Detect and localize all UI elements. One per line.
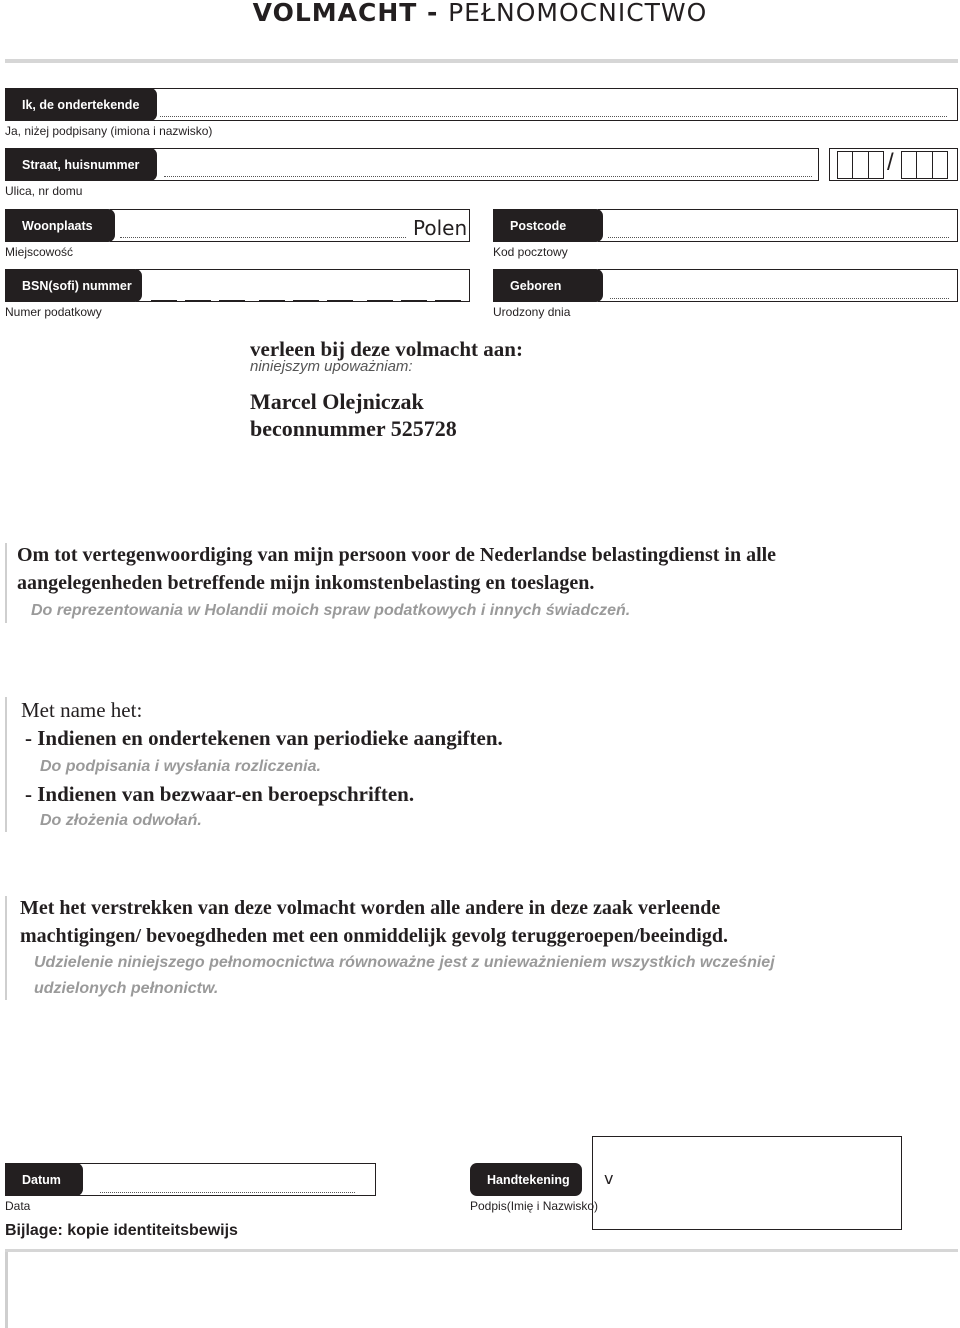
grant-heading-pl: niniejszym upoważniam: [250, 358, 413, 375]
bsn-label: BSN(sofi) nummer [5, 269, 142, 302]
bsn-sublabel: Numer podatkowy [5, 305, 102, 319]
postcode-field[interactable] [598, 209, 958, 242]
revoke-line-1: Met het verstrekken van deze volmacht worden alle andere in deze zaak verleende [20, 897, 721, 919]
attachment-note: Bijlage: kopie identiteitsbewijs [5, 1222, 238, 1239]
scope-bar [5, 697, 7, 832]
house-number-field[interactable] [829, 148, 958, 181]
postcode-label: Postcode [493, 209, 603, 242]
bottom-divider [5, 1249, 958, 1252]
city-label: Woonplaats [5, 209, 115, 242]
postcode-sublabel: Kod pocztowy [493, 245, 568, 259]
signature-mark: v [604, 1169, 614, 1188]
scope-item-2: - Indienen van bezwaar-en beroepschriften. [25, 782, 415, 806]
scope-heading: Met name het: [21, 698, 143, 722]
purpose-line-2: aangelegenheden betreffende mijn inkomstenbelasting en toeslagen. [17, 572, 595, 594]
grant-heading: verleen bij deze volmacht aan: [250, 337, 523, 361]
born-field[interactable] [598, 269, 958, 302]
page-title [0, 0, 960, 27]
revoke-bar [5, 896, 7, 1000]
revoke-line-2: machtigingen/ bevoegdheden met een onmiddelijk gevolg teruggeroepen/beeindigd. [20, 925, 728, 947]
house-number-boxes[interactable] [837, 151, 884, 179]
date-field[interactable] [76, 1163, 376, 1196]
signature-box[interactable] [592, 1136, 902, 1230]
bottom-bar [5, 1252, 8, 1328]
purpose-bar [5, 543, 7, 623]
city-field[interactable] [110, 209, 470, 242]
signature-label: Handtekening [470, 1163, 582, 1196]
title-nl: VOLMACHT - [252, 0, 449, 27]
apartment-number-boxes[interactable] [901, 151, 948, 179]
street-label: Straat, huisnummer [5, 148, 157, 181]
date-label: Datum [5, 1163, 83, 1196]
representative-name: Marcel Olejniczak [250, 389, 424, 414]
name-field[interactable] [150, 88, 958, 121]
revoke-pl-1: Udzielenie niniejszego pełnomocnictwa równoważne jest z unieważnieniem wszystkich wcześniej [34, 954, 775, 971]
title-pl: PEŁNOMOCNICTWO [448, 0, 708, 27]
born-label: Geboren [493, 269, 603, 302]
city-sublabel: Miejscowość [5, 245, 74, 259]
revoke-pl-2: udzielonych pełnonictw. [34, 980, 219, 997]
scope-item-2-pl: Do złożenia odwołań. [40, 812, 202, 829]
beconnummer: beconnummer 525728 [250, 416, 457, 441]
date-sublabel: Data [5, 1199, 31, 1213]
house-number-separator: / [887, 149, 894, 176]
name-label: Ik, de ondertekende [5, 88, 157, 121]
scope-item-1: - Indienen en ondertekenen van periodieke aangiften. [25, 726, 503, 750]
signature-sublabel: Podpis(Imię i Nazwisko) [470, 1199, 599, 1213]
top-divider [5, 59, 958, 63]
purpose-line-1: Om tot vertegenwoordiging van mijn persoon voor de Nederlandse belastingdienst in alle [17, 544, 777, 566]
scope-item-1-pl: Do podpisania i wysłania rozliczenia. [40, 758, 321, 775]
purpose-pl: Do reprezentowania w Holandii moich spraw podatkowych i innych świadczeń. [31, 602, 631, 619]
street-sublabel: Ulica, nr domu [5, 184, 83, 198]
city-country: Polen [413, 216, 468, 240]
bsn-field[interactable] [136, 269, 470, 302]
born-sublabel: Urodzony dnia [493, 305, 571, 319]
name-sublabel: Ja, niżej podpisany (imiona i nazwisko) [5, 124, 213, 138]
street-field[interactable] [150, 148, 819, 181]
